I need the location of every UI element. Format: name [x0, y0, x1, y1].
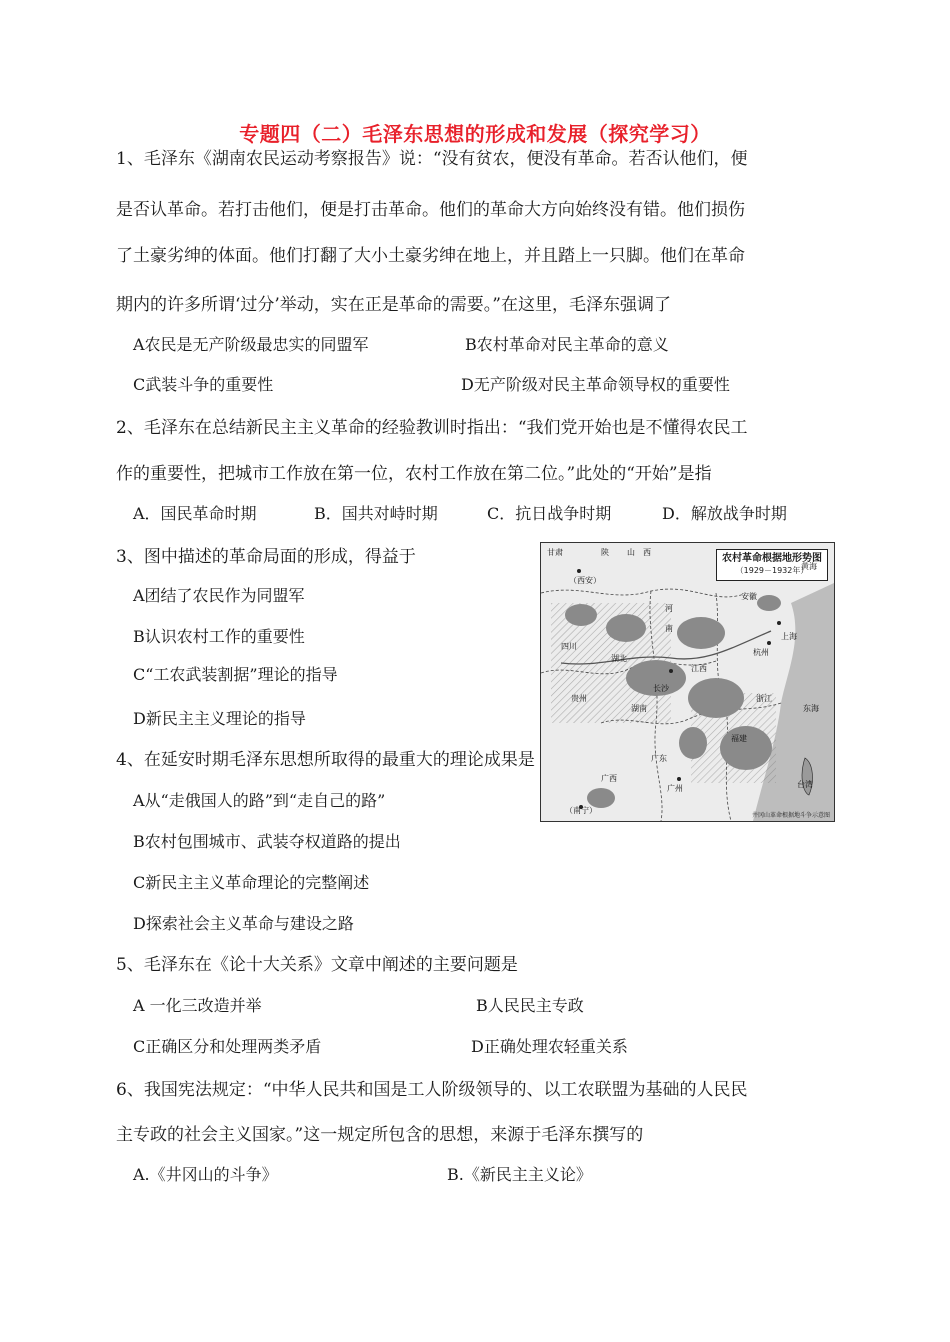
map-label-xi: 西 [643, 548, 651, 557]
q2-option-d: D．解放战争时期 [662, 504, 787, 523]
map-label-shaanxi: 陕 [601, 548, 609, 557]
page-title: 专题四（二）毛泽东思想的形成和发展（探究学习） [239, 122, 711, 146]
q5-option-a: A 一化三改造并举 [133, 996, 262, 1015]
map-label-nan: 南 [665, 624, 673, 633]
map-label-huanghai: 黄海 [801, 562, 817, 571]
q2-stem-line1: 2、毛泽东在总结新民主主义革命的经验教训时指出：“我们党开始也是不懂得农民工 [116, 418, 748, 438]
map-label-gansu: 甘肃 [547, 548, 563, 557]
map-label-sichuan: 四川 [561, 642, 577, 651]
map-title: 农村革命根据地形势图 [722, 553, 822, 564]
q1-option-a: A农民是无产阶级最忠实的同盟军 [133, 335, 369, 354]
q3-stem-line1: 3、图中描述的革命局面的形成，得益于 [116, 547, 416, 567]
q2-option-b: B．国共对峙时期 [314, 504, 438, 523]
q5-option-d: D正确处理农轻重关系 [471, 1037, 628, 1056]
q6-stem-line2: 主专政的社会主义国家。”这一规定所包含的思想，来源于毛泽东撰写的 [116, 1125, 644, 1145]
map-label-taiwan: 台湾 [797, 780, 813, 789]
q1-stem-line1: 1、毛泽东《湖南农民运动考察报告》说：“没有贫农，便没有革命。若否认他们，便 [116, 149, 748, 169]
q2-stem-line2: 作的重要性，把城市工作放在第一位，农村工作放在第二位。”此处的“开始”是指 [116, 464, 712, 484]
map-label-hubei: 湖北 [611, 654, 627, 663]
map-label-jiangxi: 江西 [691, 664, 707, 673]
map-label-guangxi: 广西 [601, 774, 617, 783]
map-label-hangzhou: 杭州 [753, 648, 769, 657]
q3-option-b: B认识农村工作的重要性 [133, 627, 305, 646]
map-label-zhejiang: 浙江 [756, 694, 772, 703]
map-footer-caption: 井冈山革命根据地斗争示意图 [751, 812, 830, 819]
revolutionary-base-map [540, 542, 835, 822]
q4-option-b: B农村包围城市、武装夺权道路的提出 [133, 832, 401, 851]
q1-option-c: C武装斗争的重要性 [133, 375, 274, 394]
map-label-nanning: （南宁） [565, 806, 597, 815]
q1-option-b: B农村革命对民主革命的意义 [465, 335, 669, 354]
q4-stem-line1: 4、在延安时期毛泽东思想所取得的最重大的理论成果是 [116, 750, 535, 770]
q3-option-d: D新民主主义理论的指导 [133, 709, 306, 728]
map-label-changsha: 长沙 [653, 684, 669, 693]
map-label-henan: 河 [665, 604, 673, 613]
q1-stem-line4: 期内的许多所谓‘过分’举动，实在正是革命的需要。”在这里，毛泽东强调了 [116, 295, 671, 315]
map-label-shanghai: 上海 [781, 632, 797, 641]
q3-option-c: C“工农武装割据”理论的指导 [133, 665, 338, 684]
map-years: （1929－1932年） [735, 566, 809, 575]
map-label-shanxi: 山 [627, 548, 635, 557]
q6-option-a: A.《井冈山的斗争》 [133, 1165, 278, 1184]
map-label-anhui: 安徽 [741, 592, 757, 601]
map-label-guangzhou: 广州 [667, 784, 683, 793]
map-label-guizhou: 贵州 [571, 694, 587, 703]
q1-stem-line2: 是否认革命。若打击他们，便是打击革命。他们的革命大方向始终没有错。他们损伤 [116, 200, 745, 220]
map-label-guangdong: 广东 [651, 754, 667, 763]
q5-option-c: C正确区分和处理两类矛盾 [133, 1037, 322, 1056]
q5-option-b: B人民民主专政 [476, 996, 584, 1015]
q6-stem-line1: 6、我国宪法规定：“中华人民共和国是工人阶级领导的、以工农联盟为基础的人民民 [116, 1080, 748, 1100]
q5-stem-line1: 5、毛泽东在《论十大关系》文章中阐述的主要问题是 [116, 955, 518, 975]
q4-option-c: C新民主主义革命理论的完整阐述 [133, 873, 370, 892]
q1-stem-line3: 了土豪劣绅的体面。他们打翻了大小土豪劣绅在地上，并且踏上一只脚。他们在革命 [116, 246, 745, 266]
q1-option-d: D无产阶级对民主革命领导权的重要性 [461, 375, 730, 394]
map-label-fujian: 福建 [731, 734, 747, 743]
q2-option-a: A．国民革命时期 [133, 504, 257, 523]
map-label-donghai: 东海 [803, 704, 819, 713]
q4-option-a: A从“走俄国人的路”到“走自己的路” [133, 791, 386, 810]
q2-option-c: C．抗日战争时期 [487, 504, 612, 523]
map-label-xian: （西安） [569, 576, 601, 585]
map-label-hunan: 湖南 [631, 704, 647, 713]
q3-option-a: A团结了农民作为同盟军 [133, 586, 305, 605]
q6-option-b: B.《新民主主义论》 [447, 1165, 592, 1184]
q4-option-d: D探索社会主义革命与建设之路 [133, 914, 354, 933]
